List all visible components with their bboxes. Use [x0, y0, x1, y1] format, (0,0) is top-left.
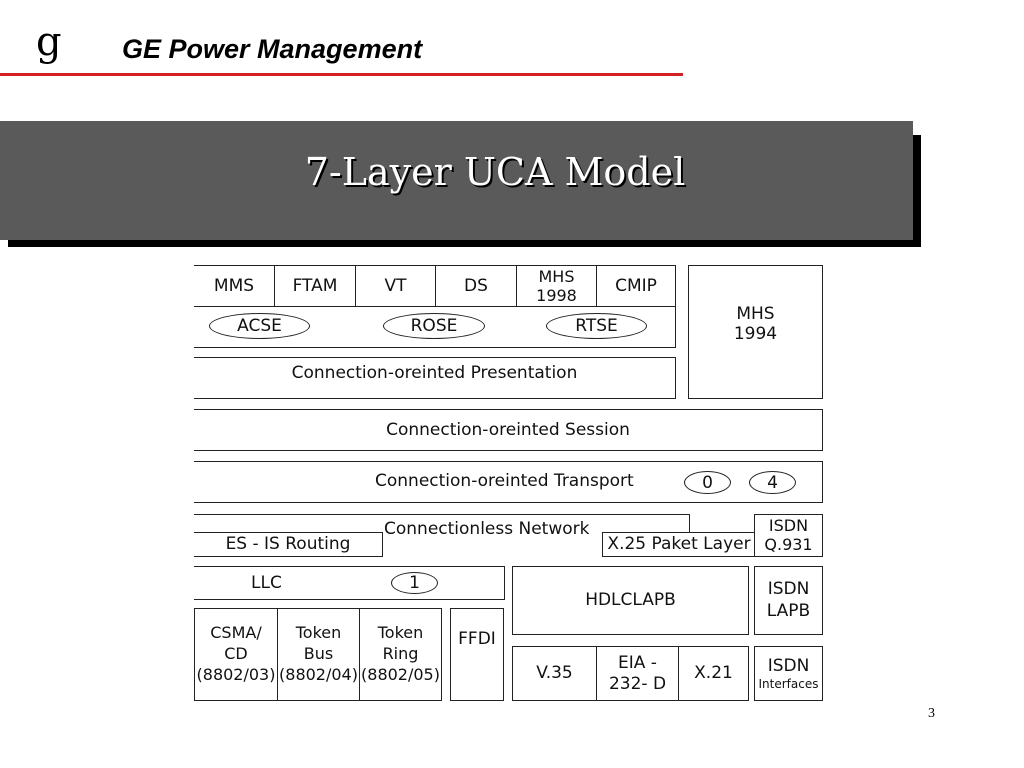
- ftam-box: FTAM: [274, 265, 356, 307]
- isdn-q931-box: ISDN Q.931: [754, 514, 823, 557]
- rose-ellipse: ROSE: [383, 313, 485, 339]
- ds-box: DS: [435, 265, 517, 307]
- isdn-interfaces-title: ISDN: [767, 656, 810, 677]
- es-is-routing-box: ES - IS Routing: [194, 532, 383, 557]
- session-layer: Connection-oreinted Session: [194, 409, 823, 451]
- token-bus-box: Token Bus (8802/04): [277, 608, 360, 701]
- isdn-interfaces-sub: Interfaces: [758, 676, 819, 691]
- network-top-line: [194, 514, 690, 515]
- cmip-box: CMIP: [596, 265, 676, 307]
- rtse-ellipse: RTSE: [546, 313, 647, 339]
- ge-logo: g: [36, 19, 62, 65]
- network-right-line: [689, 514, 690, 533]
- ffdi-box: FFDI: [450, 608, 504, 701]
- transport-class-0: 0: [684, 471, 731, 494]
- transport-class-4: 4: [749, 471, 796, 494]
- x21-box: X.21: [678, 646, 749, 701]
- llc-box: [194, 566, 505, 600]
- page-number: 3: [928, 706, 935, 721]
- hdlc-lapb-box: HDLCLAPB: [512, 566, 749, 635]
- network-label: Connectionless Network: [384, 519, 590, 539]
- presentation-layer: Connection-oreinted Presentation: [194, 357, 676, 399]
- csma-cd-box: CSMA/ CD (8802/03): [194, 608, 278, 701]
- isdn-interfaces-box: [754, 646, 823, 701]
- mhs-1994-box: MHS 1994: [688, 265, 823, 399]
- acse-ellipse: ACSE: [209, 313, 310, 339]
- v35-box: V.35: [512, 646, 597, 701]
- company-name: GE Power Management: [122, 34, 423, 64]
- token-ring-box: Token Ring (8802/05): [359, 608, 442, 701]
- transport-label: Connection-oreinted Transport: [375, 471, 634, 491]
- eia-232d-box: EIA - 232- D: [596, 646, 679, 701]
- mms-box: MMS: [194, 265, 275, 307]
- llc-class-1: 1: [391, 572, 438, 594]
- isdn-lapb-box: ISDN LAPB: [754, 566, 823, 635]
- slide-title: 7-Layer UCA Model: [304, 150, 686, 194]
- x25-packet-layer-box: X.25 Paket Layer: [602, 532, 755, 557]
- llc-label: LLC: [251, 573, 282, 593]
- vt-box: VT: [355, 265, 436, 307]
- mhs-1998-box: MHS 1998: [516, 265, 597, 307]
